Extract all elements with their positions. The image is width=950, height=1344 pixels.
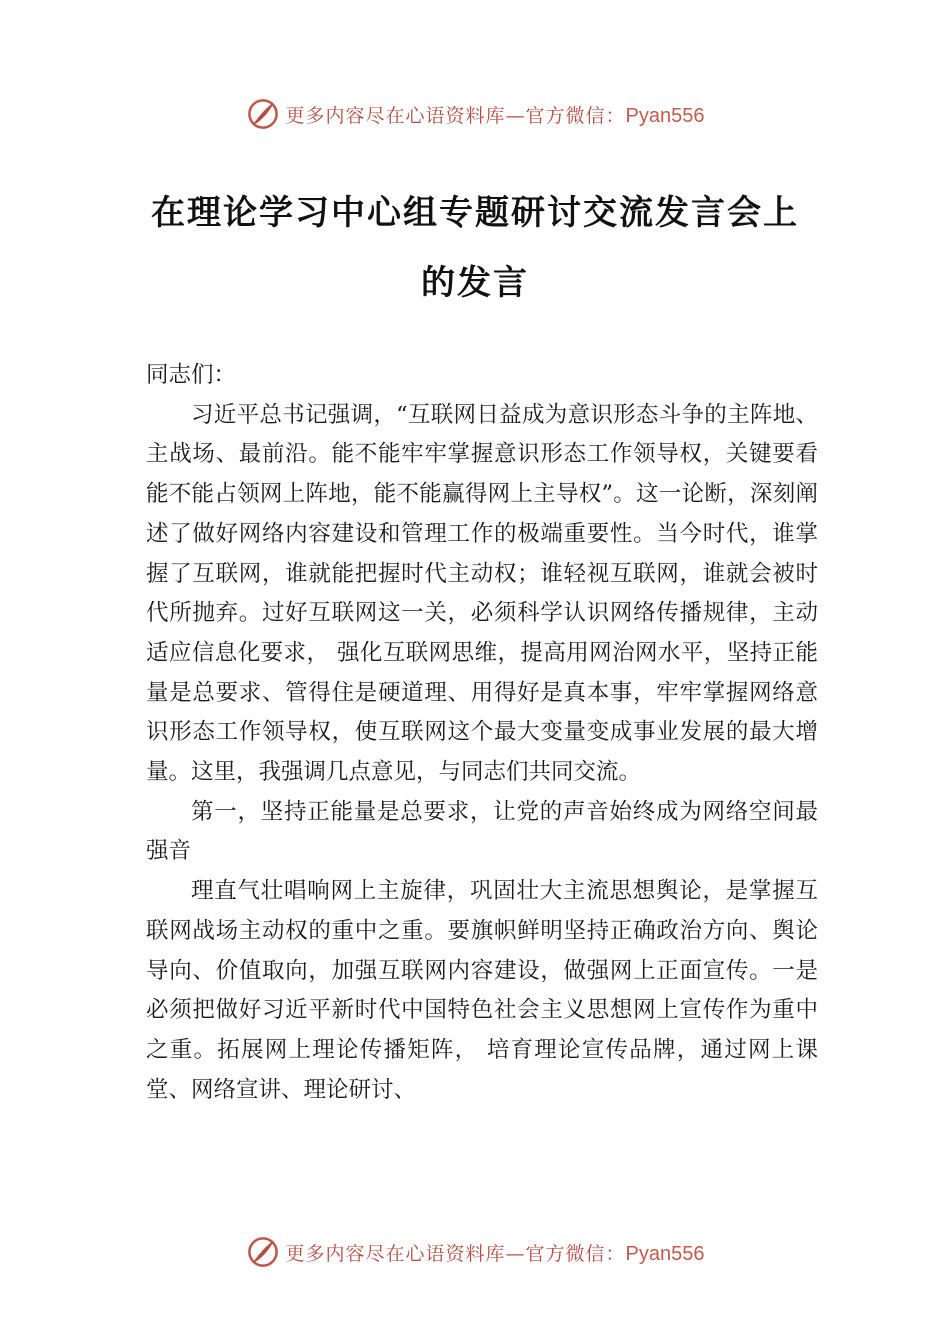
quill-logo-icon	[246, 1235, 280, 1269]
footer-watermark	[0, 1232, 950, 1272]
paragraph: 理直气壮唱响网上主旋律，巩固壮大主流思想舆论，是掌握互联网战场主动权的重中之重。要旗帜鲜明坚持正确政治方向、舆论导向、价值取向，加强互联网内容建设，做强网上正面宣传。一是必须把做好习近平新时代中国特色社会主义思想网上宣传作为重中之重。拓展网上理论传播矩阵， 培育理论宣传品牌，通过网上课堂、网络宣讲、理论研讨、	[146, 878, 818, 1103]
section-heading: 第一，坚持正能量是总要求，让党的声音始终成为网络空间最强音	[146, 798, 818, 865]
quill-logo-icon	[246, 97, 280, 131]
watermark-text: 更多内容尽在心语资料库—官方微信：Pyan556	[285, 104, 705, 127]
document-title: 在理论学习中心组专题研讨交流发言会上的发言	[151, 193, 799, 303]
salutation: 同志们：	[146, 362, 237, 388]
header-watermark	[0, 94, 950, 134]
document-body	[146, 356, 818, 1110]
paragraph: 习近平总书记强调，“互联网日益成为意识形态斗争的主阵地、主战场、最前沿。能不能牢牢掌握意识形态工作领导权，关键要看能不能占领网上阵地，能不能赢得网上主导权”。这一论断，深刻阐述了做好网络内容建设和管理工作的极端重要性。当今时代，谁掌握了互联网，谁就能把握时代主动权；谁轻视互联网，谁就会被时代所抛弃。过好互联网这一关，必须科学认识网络传播规律，主动适应信息化要求， 强化互联网思维，提高用网治网水平，坚持正能量是总要求、管得住是硬道理、用得好是真本事，牢牢掌握网络意识形态工作领导权，使互联网这个最大变量变成事业发展的最大增量。这里，我强调几点意见，与同志们共同交流。	[146, 401, 818, 786]
watermark-text: 更多内容尽在心语资料库—官方微信：Pyan556	[285, 1242, 705, 1265]
